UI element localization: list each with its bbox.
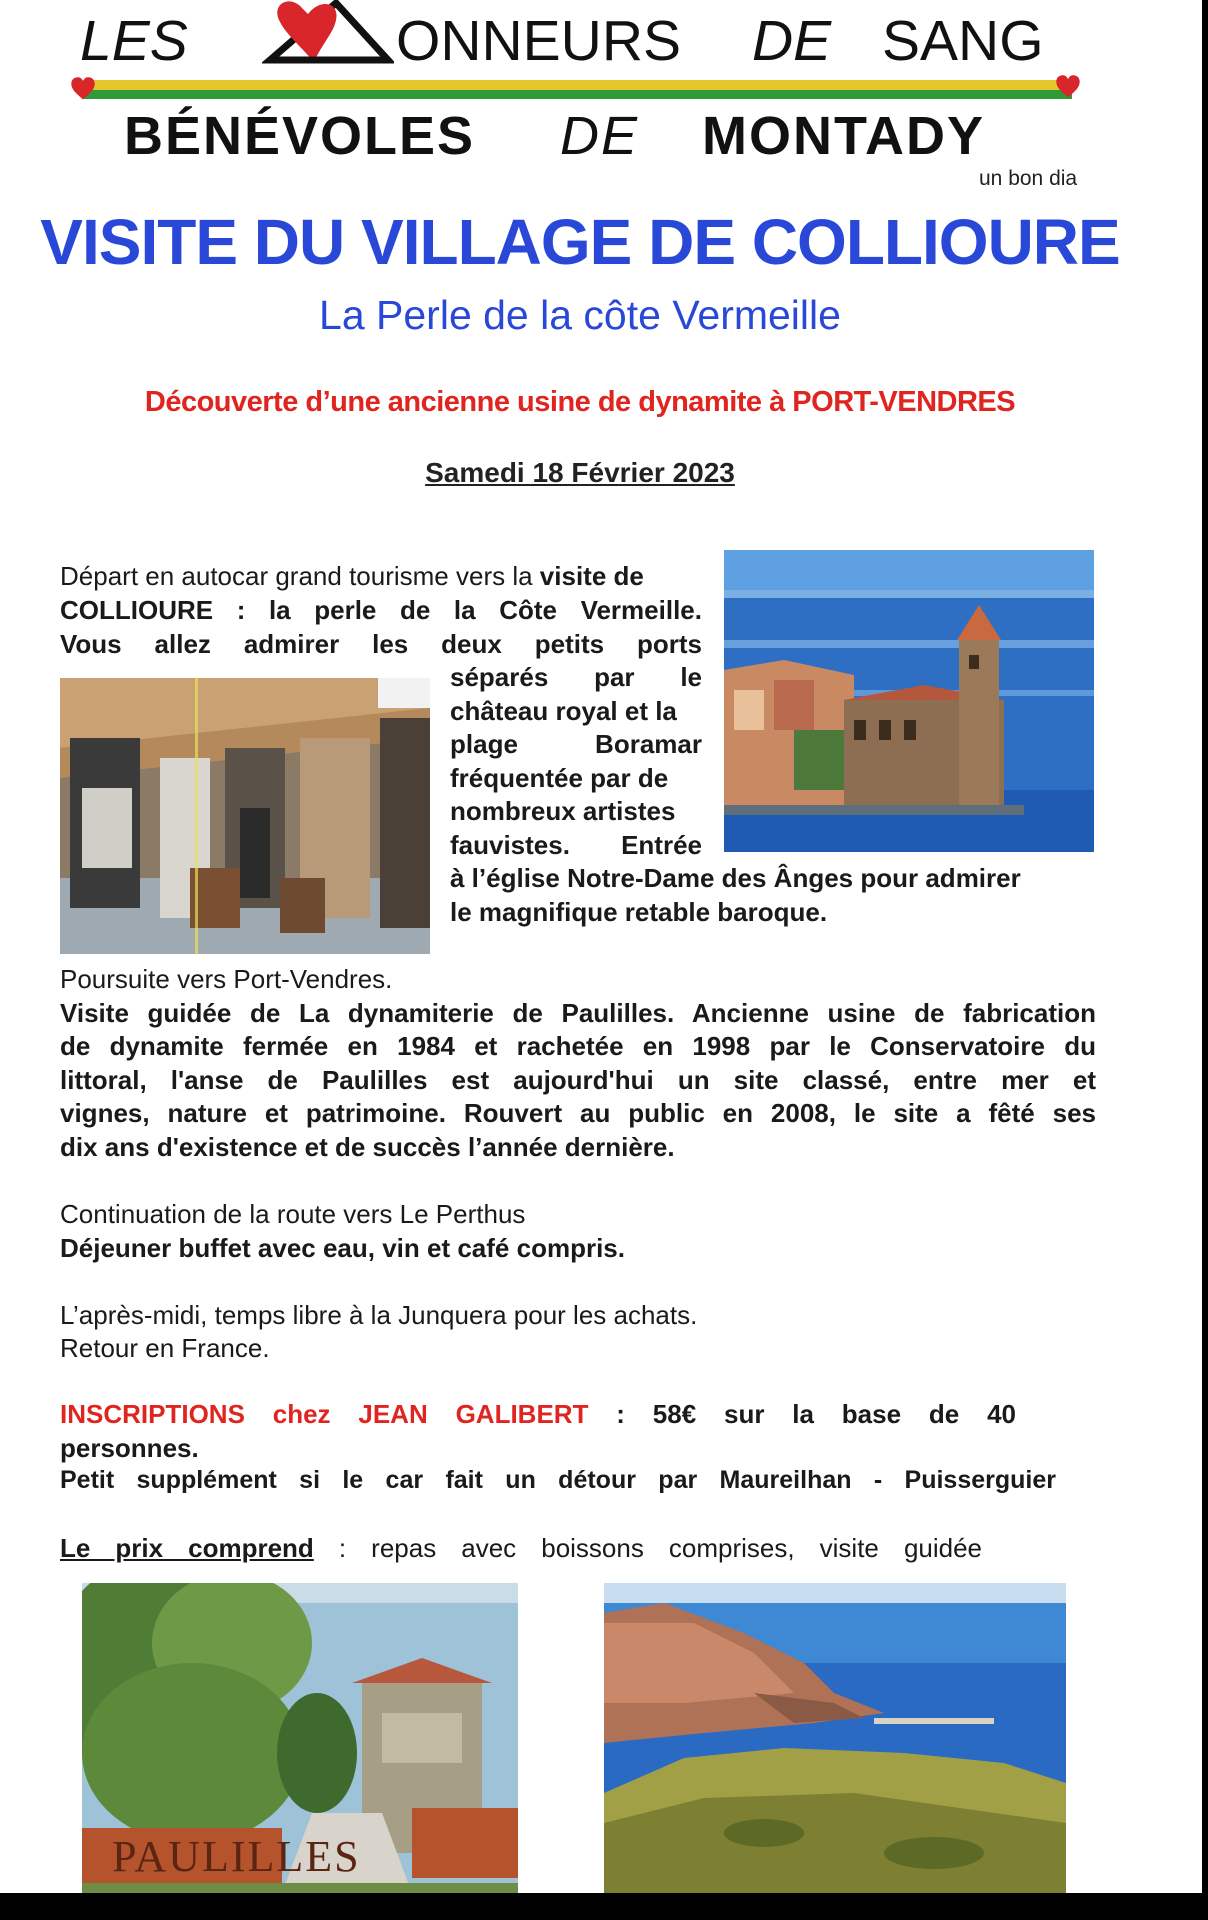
price-includes-line: Le prix comprend : repas avec boissons comprises, visite guidée — [60, 1533, 983, 1563]
intro-wrap-3: plage Boramar — [450, 729, 702, 759]
intro-wrap-2: château royal et la — [450, 696, 677, 726]
paulilles-entrance-photo — [82, 1583, 518, 1893]
intro-wrap-7: à l’église Notre-Dame des Ânges pour admirer — [450, 863, 1021, 893]
heart-icon-right — [1055, 74, 1081, 100]
tagline: un bon dia — [979, 167, 1078, 190]
intro-wrap-5: nombreux artistes — [450, 796, 676, 826]
port-vendres-line: Poursuite vers Port-Vendres. — [60, 964, 393, 994]
header-sang: SANG — [882, 9, 1044, 73]
intro-wrap-1: séparés par le — [450, 662, 702, 692]
paulilles-line-5: dix ans d'existence et de succès l’année dernière. — [60, 1132, 675, 1162]
museum-interior-photo — [60, 678, 430, 954]
green-band — [82, 90, 1072, 99]
heart-icon-left — [70, 76, 96, 102]
paulilles-line-3: littoral, l'anse de Paulilles est aujourd'hui un site classé, entre mer et — [60, 1065, 1096, 1095]
header-de-bottom: DE — [560, 106, 640, 166]
intro-wrap-4: fréquentée par de — [450, 763, 669, 793]
yellow-band — [82, 80, 1072, 90]
header-onneurs: ONNEURS — [396, 9, 682, 73]
lunch-line-1: Continuation de la route vers Le Perthus — [60, 1199, 526, 1229]
paulilles-line-4: vignes, nature et patrimoine. Rouvert au public en 2008, le site a fêté ses — [60, 1098, 1096, 1128]
registration-line-2: personnes. — [60, 1433, 199, 1463]
header-de: DE — [752, 9, 832, 73]
lunch-line-2: Déjeuner buffet avec eau, vin et café compris. — [60, 1233, 625, 1263]
event-title: VISITE DU VILLAGE DE COLLIOURE — [40, 206, 1120, 278]
paulilles-line-2: de dynamite fermée en 1984 et rachetée en 1998 par le Conservatoire du — [60, 1031, 1096, 1061]
price-includes-label: Le prix comprend — [60, 1533, 314, 1563]
event-date: Samedi 18 Février 2023 — [425, 457, 735, 488]
collioure-church-photo — [724, 550, 1094, 852]
event-highlight: Découverte d’une ancienne usine de dynamite à PORT-VENDRES — [144, 386, 1016, 418]
heart-triangle-logo-icon — [262, 0, 394, 66]
registration-contact: INSCRIPTIONS chez JEAN GALIBERT — [60, 1399, 589, 1429]
paulilles-sign-text: PAULILLES — [112, 1832, 361, 1881]
intro-line-1: Départ en autocar grand tourisme vers la visite de — [60, 561, 644, 591]
paulilles-line-1: Visite guidée de La dynamiterie de Paulilles. Ancienne usine de fabrication — [60, 998, 1096, 1028]
event-subtitle: La Perle de la côte Vermeille — [319, 292, 841, 338]
header-montady: MONTADY — [702, 106, 985, 166]
intro-wrap-8: le magnifique retable baroque. — [450, 897, 828, 927]
afternoon-line-1: L’après-midi, temps libre à la Junquera pour les achats. — [60, 1300, 698, 1330]
intro-line-3: Vous allez admirer les deux petits ports — [60, 629, 702, 659]
collioure-bay-photo — [604, 1583, 1066, 1893]
intro-line-2: COLLIOURE : la perle de la Côte Vermeille. — [60, 595, 702, 625]
header-les: LES — [80, 9, 188, 73]
registration-line-1: INSCRIPTIONS chez JEAN GALIBERT : 58€ sur la base de 40 — [60, 1399, 1016, 1429]
registration-line-3: Petit supplément si le car fait un détour par Maureilhan - Puisserguier — [60, 1466, 1056, 1494]
intro-wrap-6: fauvistes. Entrée — [450, 830, 702, 860]
afternoon-line-2: Retour en France. — [60, 1333, 270, 1363]
header-benevoles: BÉNÉVOLES — [124, 106, 476, 166]
